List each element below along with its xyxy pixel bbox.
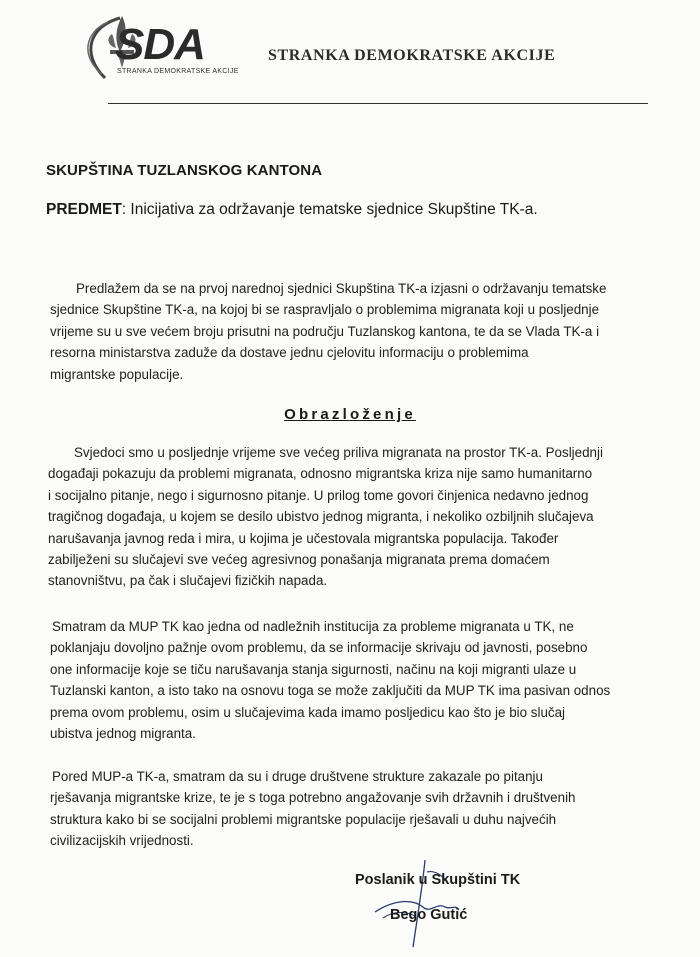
text-line: rješavanja migrantske krize, te je s toga potrebno angažovanje svih državnih i društvenih	[50, 790, 576, 806]
text-line: poklanjaju dovoljno pažnje ovom problemu, da se informacije skrivaju od javnosti, posebno	[50, 640, 588, 656]
text-line: zabilježeni su slučajevi sve većeg agresivnog ponašanja migranata prema domaćem	[48, 552, 550, 568]
subject-line	[46, 201, 538, 219]
text-line: Tuzlanski kanton, a isto tako na osnovu toga se može zaključiti da MUP TK ima pasivan odnos	[50, 683, 611, 699]
text-line: Smatram da MUP TK kao jedna od nadležnih institucija za probleme migranata u TK, ne	[52, 619, 574, 634]
signature-name: Bego Gutić	[390, 907, 468, 923]
text-line: i socijalno pitanje, nego i sigurnosno pitanje. U prilog tome govori činjenica nedavno jednog	[48, 487, 589, 503]
intro-paragraph	[50, 278, 684, 385]
paragraph-3	[50, 766, 684, 852]
paragraph-1	[48, 442, 684, 592]
handwritten-signature-icon	[355, 852, 485, 957]
subject-label: PREDMET	[46, 201, 122, 218]
recipient: SKUPŠTINA TUZLANSKOG KANTONA	[46, 162, 323, 179]
text-line: događaji pokazuju da problemi migranata, odnosno migrantska kriza nije samo humanitarno	[48, 466, 593, 482]
text-line: sjednice Skupštine TK-a, na kojoj bi se raspravljalo o problemima migranata koji u posljednje	[50, 302, 600, 318]
party-name: STRANKA DEMOKRATSKE AKCIJE	[268, 47, 556, 64]
text-line: resorna ministarstva zaduže da dostave jednu cjelovitu informaciju o problemima	[50, 345, 529, 361]
text-line: Pored MUP-a TK-a, smatram da su i druge društvene strukture zakazale po pitanju	[52, 769, 543, 784]
logo-subtitle: STRANKA DEMOKRATSKE AKCIJE	[117, 68, 239, 75]
section-heading: Obrazloženje	[284, 406, 416, 423]
header-divider	[108, 103, 648, 104]
text-line: narušavanja javnog reda i mira, u kojima je učestovala migrantska populacija. Također	[48, 530, 559, 546]
text-line: prema ovom problemu, osim u slučajevima kada imamo posljedicu kao što je bio slučaj	[50, 704, 566, 720]
text-line: migrantske populacije.	[50, 366, 184, 382]
paragraph-2	[50, 616, 684, 744]
text-line: stanovništvu, pa čak i slučajevi fizičkih napada.	[48, 573, 328, 589]
text-line: struktura kako bi se socijalni problemi migrantske populacije rješavali u duhu najvećih	[50, 811, 557, 827]
text-line: Svjedoci smo u posljednje vrijeme sve većeg priliva migranata na prostor TK-a. Posljednji	[74, 445, 603, 460]
text-line: civilizacijskih vrijednosti.	[50, 833, 194, 849]
text-line: vrijeme su u sve većem broju prisutni na području Tuzlanskog kantona, te da se Vlada TK-a i	[50, 323, 600, 339]
subject-text: : Inicijativa za održavanje tematske sjednice Skupštine TK-a.	[121, 201, 538, 218]
text-line: tragičnog događaja, u kojem se desilo ubistvo jednog migranta, i nekoliko ozbiljnih slučajeva	[48, 509, 594, 525]
text-line: Predlažem da se na prvoj narednoj sjednici Skupština TK-a izjasni o održavanju tematske	[76, 281, 607, 296]
logo-text: SDA	[115, 20, 205, 69]
text-line: ubistva jednog migranta.	[50, 726, 196, 742]
text-line: one informacije koje se tiču narušavanja stanja sigurnosti, načinu na koji migranti ulaze u	[50, 661, 577, 677]
signature-title: Poslanik u Skupštini TK	[355, 872, 521, 888]
